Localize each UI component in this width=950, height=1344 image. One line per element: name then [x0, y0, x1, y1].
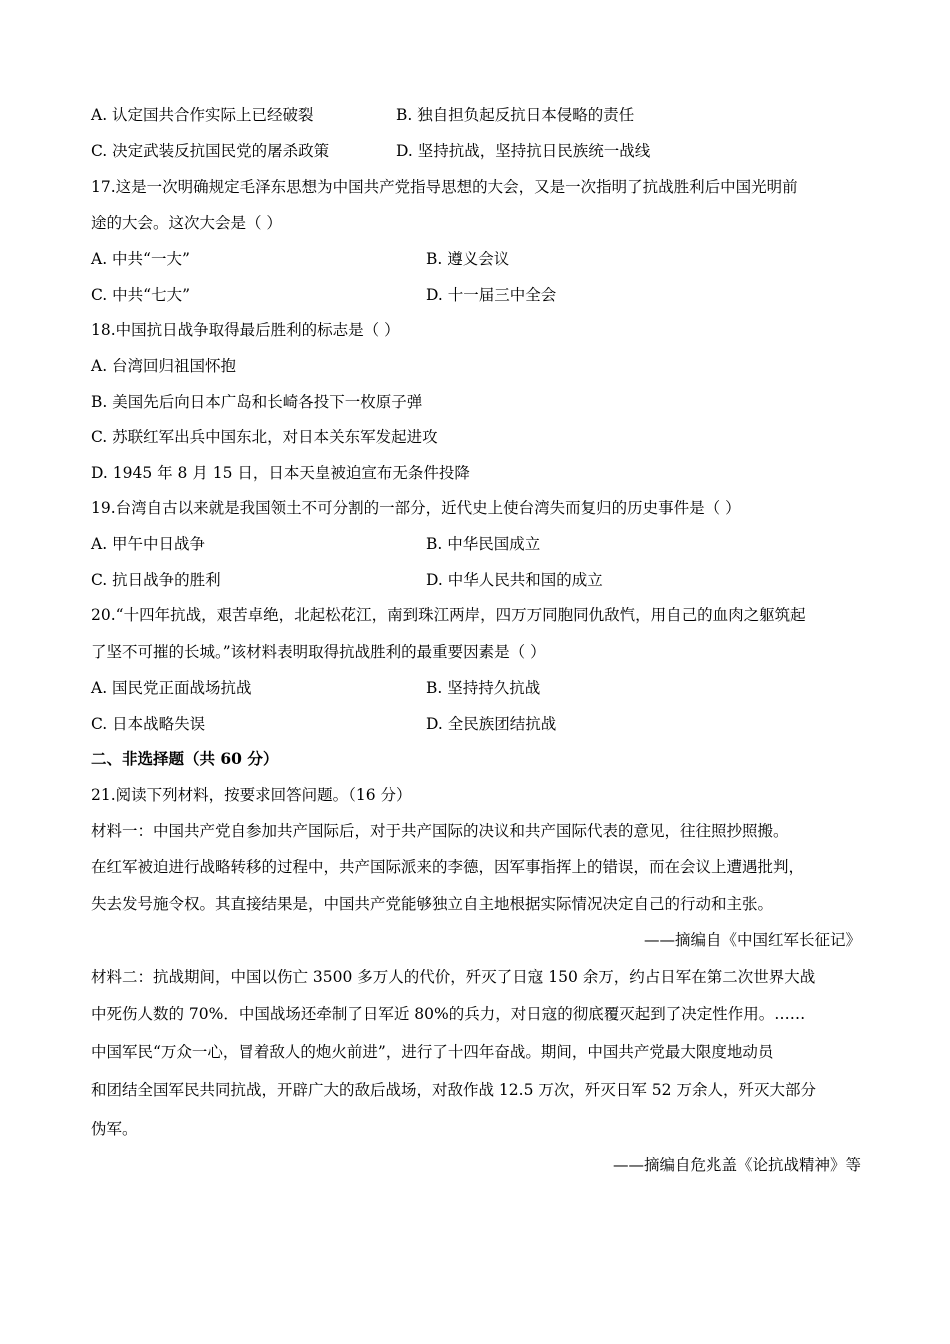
q21-material-1-line-1: 材料一：中国共产党自参加共产国际后，对于共产国际的决议和共产国际代表的意见，往往照抄照搬。: [91, 822, 789, 840]
q17-option-c[interactable]: C. 中共“七大”: [91, 286, 191, 304]
q19-option-b[interactable]: B. 中华民国成立: [426, 535, 541, 553]
q19-option-a[interactable]: A. 甲午中日战争: [91, 535, 206, 553]
q17-options-row-2: [91, 285, 557, 305]
q20-stem-line-1: 20.“十四年抗战，艰苦卓绝，北起松花江，南到珠江两岸，四万万同胞同仇敌忾，用自己的血肉之躯筑起: [91, 606, 806, 624]
q16-option-a[interactable]: A. 认定国共合作实际上已经破裂: [91, 106, 314, 124]
q19-stem: 19.台湾自古以来就是我国领土不可分割的一部分，近代史上使台湾失而复归的历史事件是（ ）: [91, 499, 741, 517]
q19-option-c[interactable]: C. 抗日战争的胜利: [91, 571, 221, 589]
q17-option-a[interactable]: A. 中共“一大”: [91, 250, 190, 268]
q21-material-2-line-4: 和团结全国军民共同抗战，开辟广大的敌后战场，对敌作战 12.5 万次，歼灭日军 52 万余人，歼灭大部分: [91, 1081, 816, 1099]
q18-stem: 18.中国抗日战争取得最后胜利的标志是（ ）: [91, 321, 400, 339]
section-heading: 二、非选择题（共 60 分）: [91, 749, 279, 768]
q17-stem-line-1: 17.这是一次明确规定毛泽东思想为中国共产党指导思想的大会，又是一次指明了抗战胜利后中国光明前: [91, 178, 798, 196]
q20-option-a[interactable]: A. 国民党正面战场抗战: [91, 679, 252, 697]
q16-option-d[interactable]: D. 坚持抗战，坚持抗日民族统一战线: [396, 142, 651, 160]
q21-material-1-source: ——摘编自《中国红军长征记》: [643, 931, 861, 949]
q16-options-row-1: [91, 105, 635, 125]
q20-stem-line-2: 了坚不可摧的长城。”该材料表明取得抗战胜利的最重要因素是（ ）: [91, 643, 546, 661]
q20-option-d[interactable]: D. 全民族团结抗战: [426, 715, 557, 733]
q19-options-row-1: [91, 534, 541, 554]
q19-option-d[interactable]: D. 中华人民共和国的成立: [426, 571, 603, 589]
q21-material-2-line-3: 中国军民“万众一心，冒着敌人的炮火前进”，进行了十四年奋战。期间，中国共产党最大限度地动员: [91, 1043, 774, 1061]
q17-option-d[interactable]: D. 十一届三中全会: [426, 286, 557, 304]
q17-stem-line-2: 途的大会。这次大会是（ ）: [91, 214, 282, 232]
q19-options-row-2: [91, 570, 603, 590]
q17-options-row-1: [91, 249, 510, 269]
q20-options-row-2: [91, 714, 557, 734]
q21-material-1-line-2: 在红军被迫进行战略转移的过程中，共产国际派来的李德，因军事指挥上的错误，而在会议上遭遇批判，: [91, 858, 805, 876]
q18-option-d[interactable]: D. 1945 年 8 月 15 日，日本天皇被迫宣布无条件投降: [91, 464, 470, 482]
q21-material-2-line-1: 材料二：抗战期间，中国以伤亡 3500 多万人的代价，歼灭了日寇 150 余万，约占日军在第二次世界大战: [91, 968, 816, 986]
q20-option-c[interactable]: C. 日本战略失误: [91, 715, 206, 733]
q21-material-2-line-5: 伪军。: [91, 1120, 138, 1138]
q18-option-c[interactable]: C. 苏联红军出兵中国东北，对日本关东军发起进攻: [91, 428, 438, 446]
q21-material-2-line-2: 中死伤人数的 70%．中国战场还牵制了日军近 80%的兵力，对日寇的彻底覆灭起到了决定性作用。……: [91, 1005, 806, 1023]
q16-option-b[interactable]: B. 独自担负起反抗日本侵略的责任: [396, 106, 635, 124]
q16-option-c[interactable]: C. 决定武装反抗国民党的屠杀政策: [91, 142, 330, 160]
q20-options-row-1: [91, 678, 541, 698]
q17-option-b[interactable]: B. 遵义会议: [426, 250, 510, 268]
q21-material-2-source: ——摘编自危兆盖《论抗战精神》等: [612, 1156, 861, 1174]
q21-stem: 21.阅读下列材料，按要求回答问题。（16 分）: [91, 786, 412, 804]
q18-option-b[interactable]: B. 美国先后向日本广岛和长崎各投下一枚原子弹: [91, 393, 423, 411]
q16-options-row-2: [91, 141, 651, 161]
q21-material-1-line-3: 失去发号施令权。其直接结果是，中国共产党能够独立自主地根据实际情况决定自己的行动和主张。: [91, 895, 774, 913]
q20-option-b[interactable]: B. 坚持持久抗战: [426, 679, 541, 697]
q18-option-a[interactable]: A. 台湾回归祖国怀抱: [91, 357, 237, 375]
